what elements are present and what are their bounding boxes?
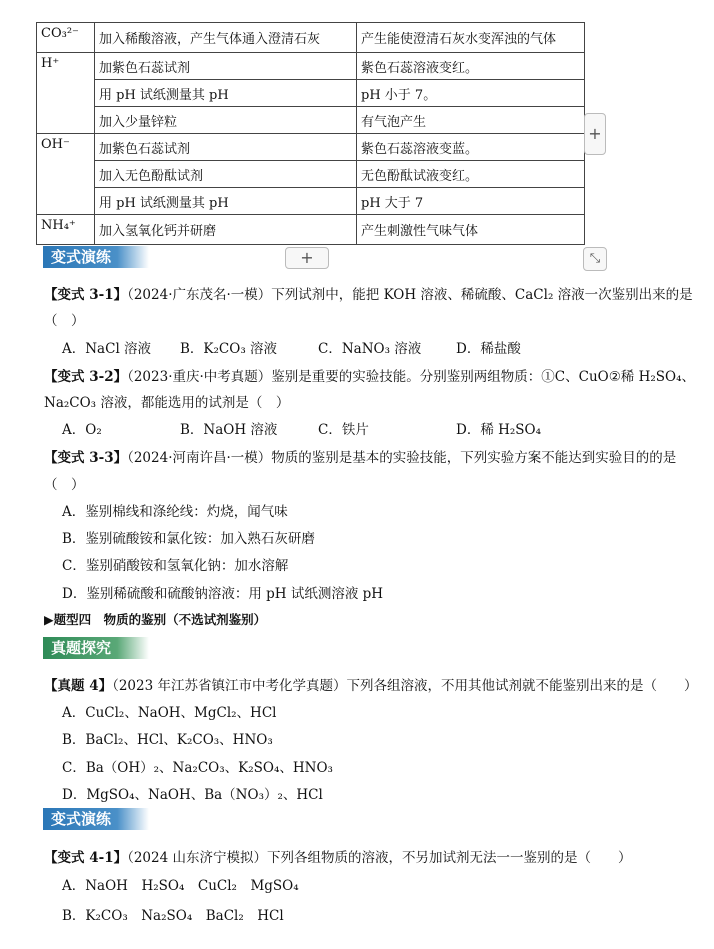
method-cell: 加紫色石蕊试剂 bbox=[95, 53, 357, 80]
option-b: B．NaOH 溶液 bbox=[180, 422, 278, 438]
table-row bbox=[37, 188, 585, 215]
option-a: A．NaOH H₂SO₄ CuCl₂ MgSO₄ bbox=[62, 878, 299, 894]
result-cell: 紫色石蕊溶液变红。 bbox=[357, 53, 585, 80]
add-row-button[interactable]: + bbox=[285, 247, 329, 269]
option-c: C．铁片 bbox=[318, 422, 369, 438]
question-text: （2024·广东茂名·一模）下列试剂中，能把 KOH 溶液、稀硫酸、CaCl₂ 溶液一次鉴别出来的是 bbox=[127, 287, 693, 303]
method-cell: 用 pH 试纸测量其 pH bbox=[95, 80, 357, 107]
method-cell: 加入氢氧化钙并研磨 bbox=[95, 215, 357, 245]
option-d: D．稀 H₂SO₄ bbox=[456, 422, 542, 438]
question-text: （2023 年江苏省镇江市中考化学真题）下列各组溶液，不用其他试剂就不能鉴别出来的是（ ） bbox=[112, 678, 698, 694]
method-cell: 加紫色石蕊试剂 bbox=[95, 134, 357, 161]
option-a: A．NaCl 溶液 bbox=[62, 341, 152, 357]
method-cell: 加入无色酚酞试剂 bbox=[95, 161, 357, 188]
variant-banner: 变式演练 bbox=[43, 246, 149, 268]
question-label: 【变式 3-1】 bbox=[44, 287, 128, 303]
section-heading: ▶题型四 物质的鉴别（不选试剂鉴别） bbox=[44, 612, 267, 627]
question-label: 【变式 3-2】 bbox=[44, 369, 128, 385]
add-column-button[interactable]: + bbox=[584, 113, 606, 155]
ion-cell: H⁺ bbox=[37, 53, 95, 134]
question-label: 【变式 3-3】 bbox=[44, 450, 128, 466]
question-text-cont: Na₂CO₃ 溶液，都能选用的试剂是（ ） bbox=[44, 395, 290, 411]
option-d: D．MgSO₄、NaOH、Ba（NO₃）₂、HCl bbox=[62, 787, 323, 803]
method-cell: 加入稀酸溶液，产生气体通入澄清石灰 bbox=[95, 23, 357, 53]
option-b: B．K₂CO₃ 溶液 bbox=[180, 341, 278, 357]
result-cell: pH 小于 7。 bbox=[357, 80, 585, 107]
question-3-2 bbox=[44, 365, 695, 385]
method-cell: 用 pH 试纸测量其 pH bbox=[95, 188, 357, 215]
question-4-1 bbox=[44, 846, 632, 866]
option-b: B．K₂CO₃ Na₂SO₄ BaCl₂ HCl bbox=[62, 908, 284, 924]
question-3-1 bbox=[44, 283, 693, 303]
result-cell: 产生刺激性气味气体 bbox=[357, 215, 585, 245]
option-b: B．鉴别硫酸铵和氯化铵：加入熟石灰研磨 bbox=[62, 531, 315, 547]
result-cell: pH 大于 7 bbox=[357, 188, 585, 215]
question-3-3 bbox=[44, 446, 676, 466]
option-b: B．BaCl₂、HCl、K₂CO₃、HNO₃ bbox=[62, 732, 273, 748]
ion-cell: OH⁻ bbox=[37, 134, 95, 215]
table-row bbox=[37, 215, 585, 245]
ion-cell: NH₄⁺ bbox=[37, 215, 95, 245]
ion-cell: CO₃²⁻ bbox=[37, 23, 95, 53]
question-real-4 bbox=[44, 674, 698, 694]
option-a: A．CuCl₂、NaOH、MgCl₂、HCl bbox=[62, 705, 277, 721]
result-cell: 无色酚酞试液变红。 bbox=[357, 161, 585, 188]
table-row bbox=[37, 53, 585, 80]
question-text: （2024 山东济宁模拟）下列各组物质的溶液，不另加试剂无法一一鉴别的是（ ） bbox=[127, 850, 632, 866]
result-cell: 有气泡产生 bbox=[357, 107, 585, 134]
table-row bbox=[37, 80, 585, 107]
question-label: 【变式 4-1】 bbox=[44, 850, 128, 866]
variant-banner: 变式演练 bbox=[43, 808, 149, 830]
table-row bbox=[37, 161, 585, 188]
question-text: （2023·重庆·中考真题）鉴别是重要的实验技能。分别鉴别两组物质：①C、CuO②稀 H₂SO₄、 bbox=[127, 369, 696, 385]
ion-test-table bbox=[36, 22, 585, 245]
table-row bbox=[37, 23, 585, 53]
table-row bbox=[37, 107, 585, 134]
option-a: A．O₂ bbox=[62, 422, 102, 438]
option-c: C．Ba（OH）₂、Na₂CO₃、K₂SO₄、HNO₃ bbox=[62, 760, 333, 776]
method-cell: 加入少量锌粒 bbox=[95, 107, 357, 134]
table-row bbox=[37, 134, 585, 161]
option-a: A．鉴别棉线和涤纶线：灼烧，闻气味 bbox=[62, 504, 288, 520]
option-d: D．鉴别稀硫酸和硫酸钠溶液：用 pH 试纸测溶液 pH bbox=[62, 586, 384, 602]
option-d: D．稀盐酸 bbox=[456, 341, 521, 357]
real-exam-banner: 真题探究 bbox=[43, 637, 149, 659]
question-text: （2024·河南许昌·一模）物质的鉴别是基本的实验技能，下列实验方案不能达到实验目的的是 bbox=[127, 450, 677, 466]
result-cell: 紫色石蕊溶液变蓝。 bbox=[357, 134, 585, 161]
option-c: C．鉴别硝酸铵和氢氧化钠：加水溶解 bbox=[62, 558, 289, 574]
option-c: C．NaNO₃ 溶液 bbox=[318, 341, 422, 357]
question-paren: （ ） bbox=[44, 313, 85, 329]
result-cell: 产生能使澄清石灰水变浑浊的气体 bbox=[357, 23, 585, 53]
expand-table-icon[interactable]: ⤡ bbox=[583, 247, 607, 271]
question-label: 【真题 4】 bbox=[44, 678, 113, 694]
question-paren: （ ） bbox=[44, 477, 85, 493]
